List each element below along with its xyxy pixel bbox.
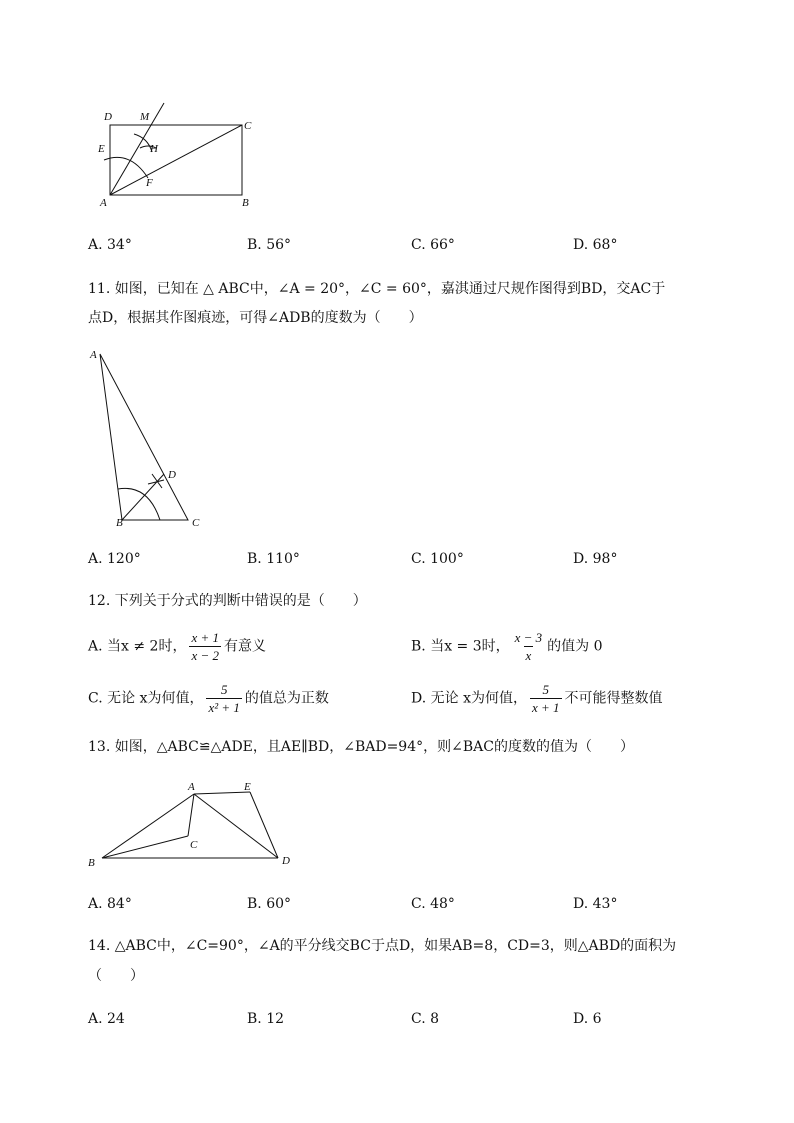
q12-option-d-post: 不可能得整数值 (564, 690, 663, 707)
q14-option-b[interactable]: B. 12 (247, 1011, 285, 1027)
q11-option-a[interactable]: A. 120° (88, 551, 141, 567)
q11-stem-line2: 点D，根据其作图痕迹，可得∠ADB的度数为（ ） (88, 310, 423, 326)
q10-option-d[interactable]: D. 68° (573, 237, 618, 253)
q12-option-a-pre: A. 当x ≠ 2时， (88, 638, 187, 655)
q10-label-e: E (98, 143, 105, 155)
q10-option-b[interactable]: B. 56° (247, 237, 292, 253)
q13-label-b: B (88, 857, 95, 869)
q11-option-c[interactable]: C. 100° (411, 551, 464, 567)
q10-label-m: M (140, 111, 150, 123)
q10-option-c[interactable]: C. 66° (411, 237, 455, 253)
q12-option-a-fraction: $\frac{x + 1}{x - 2}$ (191, 630, 219, 663)
q11-stem-line1: 11. 如图，已知在 △ ABC中，∠A = 20°，∠C = 60°，嘉淇通过尺规作图得到BD，交AC于 (88, 281, 666, 297)
q13-label-d: D (282, 855, 290, 867)
q11-label-b: B (116, 517, 123, 529)
q13-label-e: E (244, 781, 251, 793)
q11-option-d[interactable]: D. 98° (573, 551, 618, 567)
q10-label-b: B (242, 197, 249, 209)
q11-label-d: D (168, 469, 176, 481)
q12-option-c-fraction: $\frac{5}{\text{x² + 1}}$ (208, 682, 240, 715)
q10-label-h: H (150, 143, 158, 155)
q10-label-f: F (146, 177, 153, 189)
q12-option-b-post: 的值为 0 (547, 638, 603, 655)
q10-label-d: D (104, 111, 112, 123)
q12-option-c[interactable] (88, 682, 329, 715)
q12-option-d[interactable] (411, 682, 663, 715)
q13-option-a[interactable]: A. 84° (88, 896, 132, 912)
q12-option-b-pre: B. 当x = 3时， (411, 638, 510, 655)
q10-figure (90, 100, 270, 215)
q13-label-a: A (188, 781, 195, 793)
q13-figure (84, 776, 304, 871)
q12-option-d-pre: D. 无论 x为何值， (411, 690, 527, 707)
q14-stem-line2: （ ） (88, 968, 144, 984)
q12-option-d-fraction: $\frac{5}{x + 1}$ (531, 682, 560, 715)
q12-option-a-post: 有意义 (224, 638, 266, 655)
q12-option-b[interactable] (411, 630, 603, 663)
q13-option-c[interactable]: C. 48° (411, 896, 455, 912)
q10-option-a[interactable]: A. 34° (88, 237, 132, 253)
q13-option-d[interactable]: D. 43° (573, 896, 618, 912)
q11-label-c: C (192, 517, 200, 529)
q14-option-c[interactable]: C. 8 (411, 1011, 440, 1027)
q10-label-a: A (100, 197, 107, 209)
q14-option-a[interactable]: A. 24 (88, 1011, 125, 1027)
q12-option-c-post: 的值总为正数 (244, 690, 329, 707)
q11-label-a: A (90, 349, 97, 361)
q12-option-a[interactable] (88, 630, 266, 663)
q14-stem-line1: 14. △ABC中，∠C=90°，∠A的平分线交BC于点D，如果AB=8，CD=3，则△ABD的面积为 (88, 938, 677, 954)
q12-option-b-fraction: $\frac{x - 3}{x}$ (514, 630, 543, 663)
q12-stem: 12. 下列关于分式的判断中错误的是（ ） (88, 593, 367, 609)
q12-option-c-pre: C. 无论 x为何值， (88, 690, 204, 707)
q13-stem: 13. 如图，△ABC≌△ADE，且AE∥BD，∠BAD=94°，则∠BAC的度数的值为（ ） (88, 739, 634, 755)
q11-option-b[interactable]: B. 110° (247, 551, 300, 567)
q13-option-b[interactable]: B. 60° (247, 896, 292, 912)
q10-label-c: C (244, 120, 252, 132)
q14-option-d[interactable]: D. 6 (573, 1011, 602, 1027)
q11-figure (88, 344, 218, 534)
q13-label-c: C (190, 839, 198, 851)
